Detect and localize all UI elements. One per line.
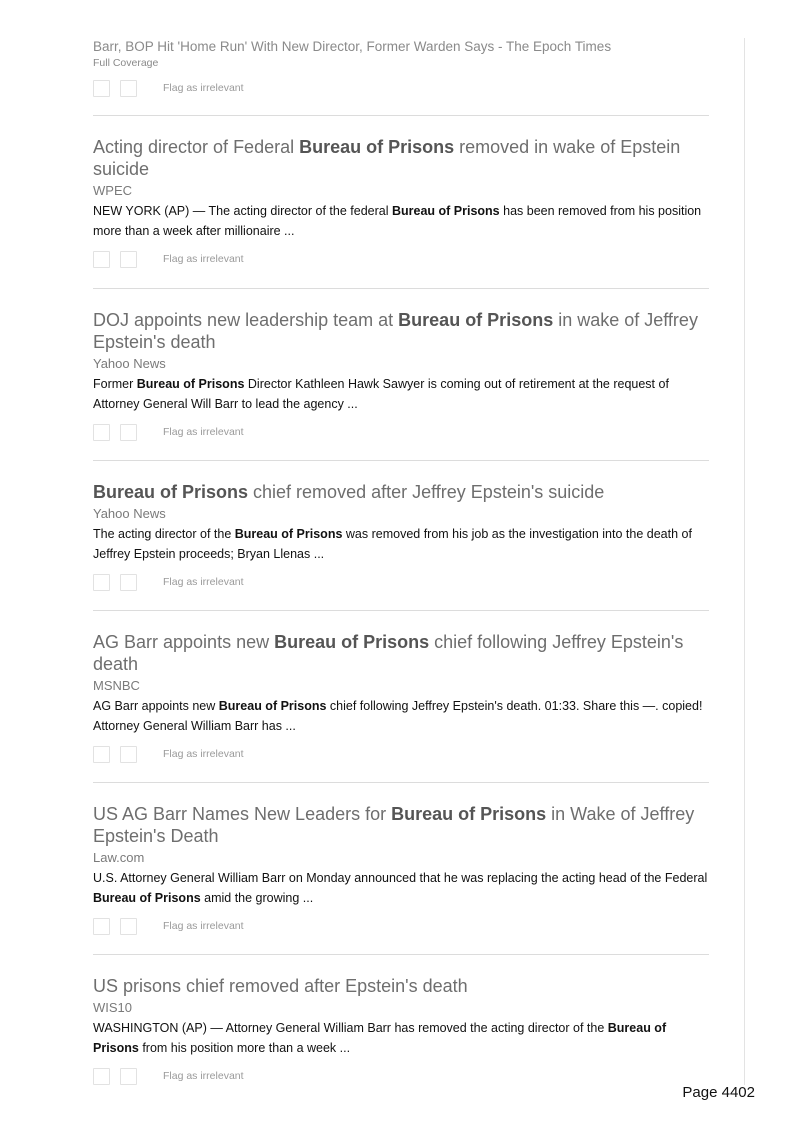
text-segment: in wake of Jeffrey Epstein's death <box>93 310 698 352</box>
news-item-source: WIS10 <box>93 1000 133 1015</box>
news-item <box>93 975 713 1086</box>
flag-row <box>93 916 713 936</box>
text-segment: Acting director of Federal <box>93 137 300 157</box>
divider <box>93 288 709 289</box>
news-item-title[interactable] <box>93 136 713 180</box>
flag-row <box>93 744 713 764</box>
news-item-title[interactable] <box>93 481 713 503</box>
divider <box>93 115 709 116</box>
news-item-source: Yahoo News <box>93 356 166 371</box>
flag-row <box>93 249 713 269</box>
top-news-item <box>93 38 713 98</box>
text-segment: AG Barr appoints new <box>93 632 275 652</box>
feedback-checkbox-2[interactable] <box>120 746 137 763</box>
highlighted-keyword: Bureau of Prisons <box>391 204 500 218</box>
flag-as-irrelevant-link[interactable]: Flag as irrelevant <box>163 253 244 265</box>
feedback-checkbox-1[interactable] <box>93 251 110 268</box>
text-segment: was removed from his job as the investigation into the death of Jeffrey Epstein proceeds; Bryan Llenas ... <box>93 527 692 561</box>
feedback-checkbox-2[interactable] <box>120 251 137 268</box>
news-item-snippet <box>93 374 713 414</box>
highlighted-keyword: Bureau of Prisons <box>136 377 245 391</box>
flag-row <box>93 78 713 98</box>
text-segment: chief removed after Jeffrey Epstein's suicide <box>248 482 605 502</box>
text-segment: U.S. Attorney General William Barr on Monday announced that he was replacing the acting head of the Federal <box>93 871 708 885</box>
news-item <box>93 803 713 936</box>
feedback-checkbox-2[interactable] <box>120 918 137 935</box>
news-item-source: Yahoo News <box>93 506 166 521</box>
text-segment: DOJ appoints new leadership team at <box>93 310 399 330</box>
news-item-snippet <box>93 524 713 564</box>
highlighted-keyword: Bureau of Prisons <box>274 632 430 652</box>
highlighted-keyword: Bureau of Prisons <box>93 482 249 502</box>
flag-as-irrelevant-link[interactable]: Flag as irrelevant <box>163 1070 244 1082</box>
text-segment: Director Kathleen Hawk Sawyer is coming out of retirement at the request of Attorney General Will Barr to lead the agency ... <box>93 377 669 411</box>
feedback-checkbox-1[interactable] <box>93 746 110 763</box>
divider <box>93 610 709 611</box>
text-segment: WASHINGTON (AP) — Attorney General William Barr has removed the acting director of the <box>93 1021 608 1035</box>
highlighted-keyword: Bureau of Prisons <box>234 527 343 541</box>
news-item-title[interactable] <box>93 803 713 847</box>
feedback-checkbox-2[interactable] <box>120 424 137 441</box>
news-item-source: Law.com <box>93 850 145 865</box>
flag-row <box>93 572 713 592</box>
feedback-checkbox-2[interactable] <box>120 80 137 97</box>
text-segment: chief following Jeffrey Epstein's death. 01:33. Share this —. copied! Attorney General William Barr has ... <box>93 699 703 733</box>
news-item-snippet <box>93 868 713 908</box>
page-number: Page 4402 <box>682 1084 755 1101</box>
news-item-source: WPEC <box>93 183 132 198</box>
flag-row <box>93 1066 713 1086</box>
text-segment: amid the growing ... <box>200 891 314 905</box>
feedback-checkbox-2[interactable] <box>120 574 137 591</box>
flag-as-irrelevant-link[interactable]: Flag as irrelevant <box>163 82 244 94</box>
page-right-border <box>744 38 745 1085</box>
text-segment: US AG Barr Names New Leaders for <box>93 804 392 824</box>
news-item-title[interactable] <box>93 309 713 353</box>
flag-row <box>93 422 713 442</box>
text-segment: has been removed from his position more than a week after millionaire ... <box>93 204 702 238</box>
text-segment: AG Barr appoints new <box>93 699 219 713</box>
highlighted-keyword: Bureau of Prisons <box>218 699 327 713</box>
text-segment: chief following Jeffrey Epstein's death <box>93 632 684 674</box>
text-segment: from his position more than a week ... <box>138 1041 351 1055</box>
highlighted-keyword: Bureau of Prisons <box>299 137 455 157</box>
news-item <box>93 309 713 442</box>
highlighted-keyword: Bureau of Prisons <box>93 891 201 905</box>
feedback-checkbox-1[interactable] <box>93 1068 110 1085</box>
news-item <box>93 136 713 269</box>
flag-as-irrelevant-link[interactable]: Flag as irrelevant <box>163 576 244 588</box>
text-segment: US prisons chief removed after Epstein's death <box>93 976 468 996</box>
news-item-snippet <box>93 1018 713 1058</box>
flag-as-irrelevant-link[interactable]: Flag as irrelevant <box>163 748 244 760</box>
text-segment: in Wake of Jeffrey Epstein's Death <box>93 804 695 846</box>
feedback-checkbox-2[interactable] <box>120 1068 137 1085</box>
feedback-checkbox-1[interactable] <box>93 80 110 97</box>
text-segment: Former <box>93 377 137 391</box>
text-segment: NEW YORK (AP) — The acting director of the federal <box>93 204 392 218</box>
news-item-snippet <box>93 696 713 736</box>
feedback-checkbox-1[interactable] <box>93 918 110 935</box>
highlighted-keyword: Bureau of Prisons <box>93 1021 667 1055</box>
full-coverage-link[interactable]: Full Coverage <box>93 57 159 69</box>
news-item <box>93 481 713 592</box>
news-item-snippet <box>93 201 713 241</box>
feedback-checkbox-1[interactable] <box>93 424 110 441</box>
divider <box>93 954 709 955</box>
highlighted-keyword: Bureau of Prisons <box>398 310 554 330</box>
text-segment: The acting director of the <box>93 527 235 541</box>
flag-as-irrelevant-link[interactable]: Flag as irrelevant <box>163 920 244 932</box>
news-item <box>93 631 713 764</box>
text-segment: removed in wake of Epstein suicide <box>93 137 681 179</box>
feedback-checkbox-1[interactable] <box>93 574 110 591</box>
top-item-title[interactable]: Barr, BOP Hit 'Home Run' With New Director, Former Warden Says - The Epoch Times <box>93 39 612 54</box>
news-item-title[interactable] <box>93 631 713 675</box>
flag-as-irrelevant-link[interactable]: Flag as irrelevant <box>163 426 244 438</box>
news-item-source: MSNBC <box>93 678 140 693</box>
divider <box>93 460 709 461</box>
news-item-title[interactable] <box>93 975 713 997</box>
highlighted-keyword: Bureau of Prisons <box>391 804 547 824</box>
divider <box>93 782 709 783</box>
